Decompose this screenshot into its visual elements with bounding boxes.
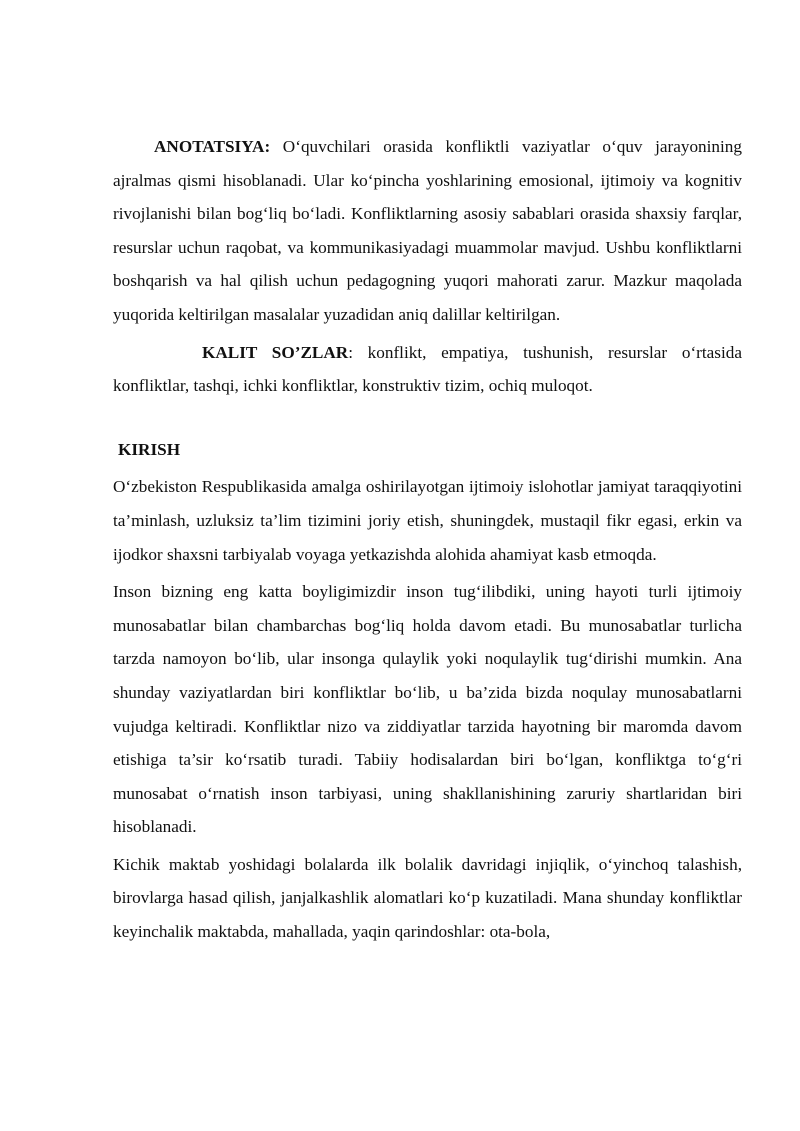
intro-paragraph-1: O‘zbekiston Respublikasida amalga oshirilayotgan ijtimoiy islohotlar jamiyat taraqqiyotini ta’minlash, uzluksiz ta’lim tizimini joriy etish, shuningdek, mustaqil fikr egasi, erkin va ijodkor shaxsni tarbiyalab voyaga yetkazishda alohida ahamiyat kasb etmoqda.: [113, 477, 742, 564]
document-page: [113, 130, 742, 953]
keywords-text: : konflikt, empatiya, tushunish, resurslar o‘rtasida konfliktlar, tashqi, ichki konfliktlar, konstruktiv tizim, ochiq muloqot.: [113, 342, 742, 396]
intro-paragraph-2: Inson bizning eng katta boyligimizdir inson tug‘ilibdiki, uning hayoti turli ijtimoiy munosabatlar bilan chambarchas bog‘liq holda davom etadi. Bu munosabatlar turlicha tarzda namoyon bo‘lib, ular insonga qulaylik yoki noqulaylik tug‘dirishi mumkin. Ana shunday vaziyatlardan biri konfliktlar bo‘lib, u ba’zida bizda noqulay munosabatlarni vujudga keltiradi. Konfliktlar nizo va ziddiyatlar tarzida hayotning bir maromda davom etishiga ta’sir ko‘rsatib turadi. Tabiiy hodisalardan biri bo‘lgan, konfliktga to‘g‘ri munosabat o‘rnatish inson tarbiyasi, uning shakllanishining zaruriy shartlaridan biri hisoblanadi.: [113, 582, 742, 837]
abstract-paragraph: [113, 130, 742, 332]
section-heading-kirish: KIRISH: [118, 439, 181, 459]
keywords-label: KALIT SO’ZLAR: [202, 342, 349, 362]
keywords-paragraph: [113, 336, 742, 403]
abstract-label: ANOTATSIYA:: [154, 137, 271, 156]
abstract-text: O‘quvchilari orasida konfliktli vaziyatlar o‘quv jarayonining ajralmas qismi hisoblanadi. Ular ko‘pincha yoshlarining emosional, ijtimoiy va kognitiv rivojlanishi bilan bog‘liq bo‘ladi. Konfliktlarning asosiy sabablari orasida shaxsiy farqlar, resurslar uchun raqobat, va kommunikasiyadagi muammolar mavjud. Ushbu konfliktlarni boshqarish va hal qilish uchun pedagogning yuqori mahorati zarur. Mazkur maqolada yuqorida keltirilgan masalalar yuzadidan aniq dalillar keltirilgan.: [113, 137, 742, 324]
intro-paragraph-3: Kichik maktab yoshidagi bolalarda ilk bolalik davridagi injiqlik, o‘yinchoq talashish, birovlarga hasad qilish, janjalkashlik alomatlari ko‘p kuzatiladi. Mana shunday konfliktlar keyinchalik maktabda, mahallada, yaqin qarindoshlar: ota-bola,: [113, 854, 742, 942]
